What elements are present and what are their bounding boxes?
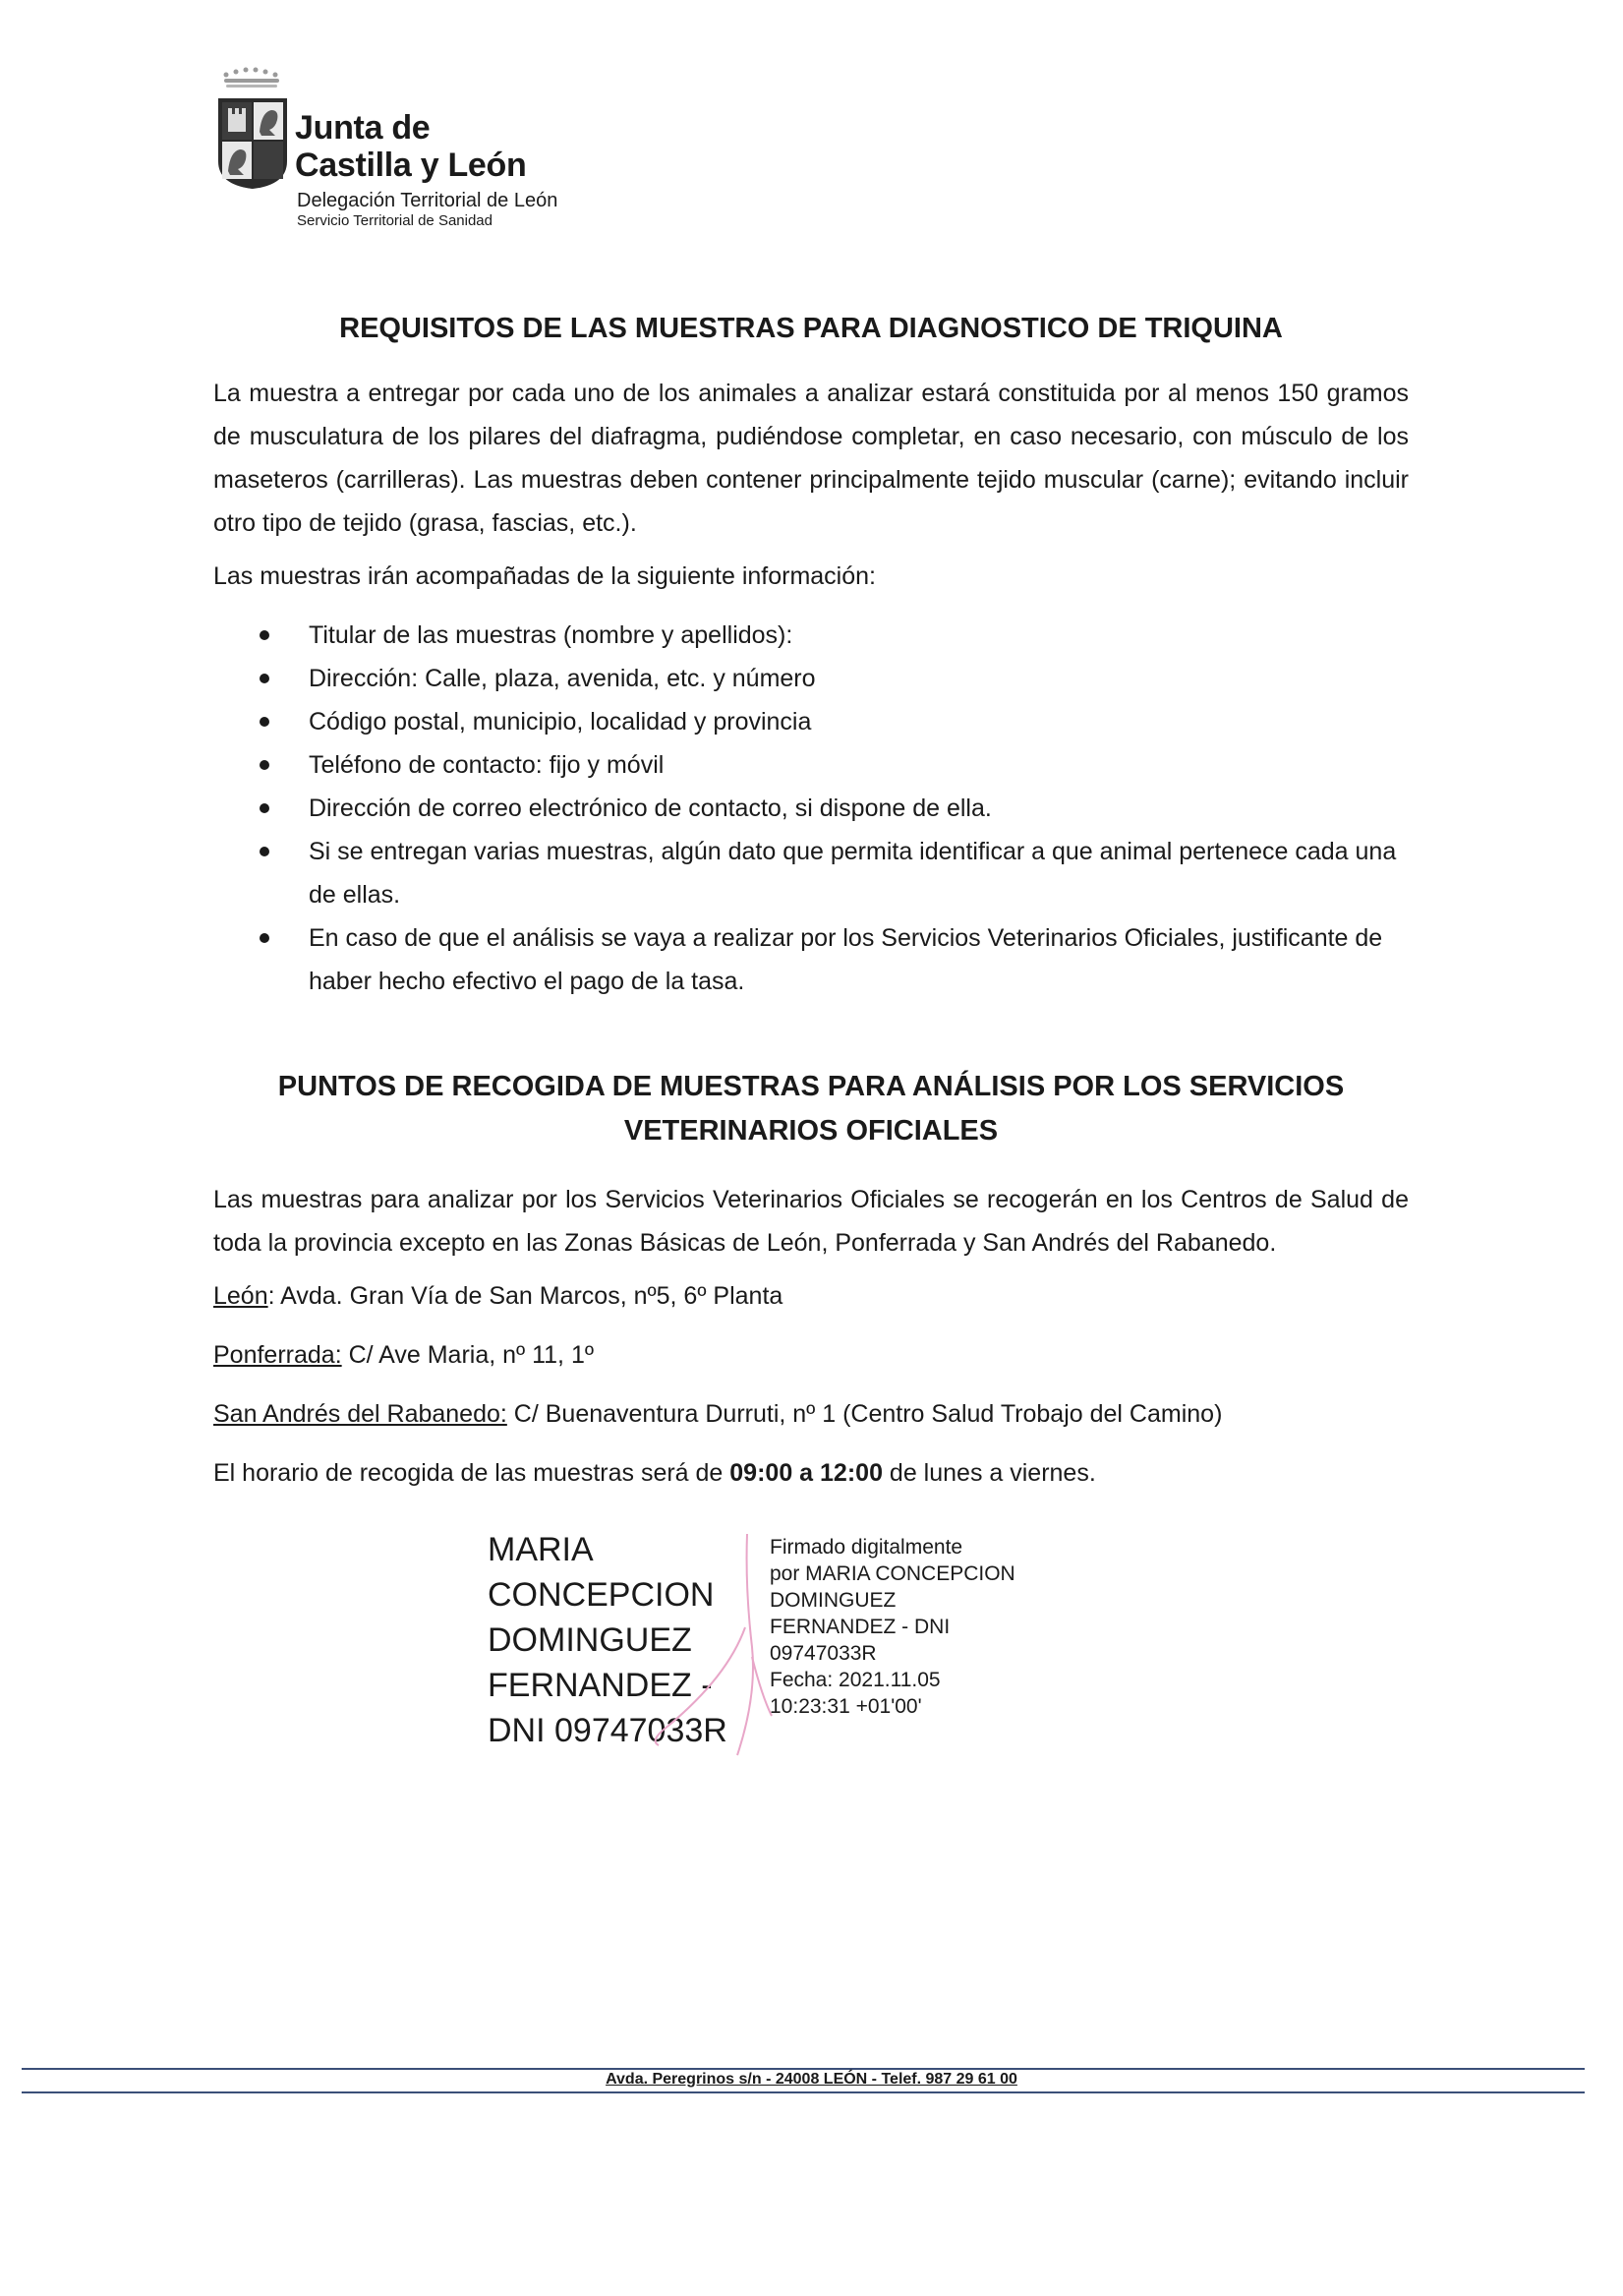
- bullet-icon: [260, 933, 269, 943]
- bullet-icon: [260, 847, 269, 856]
- section1-intro: Las muestras irán acompañadas de la siguiente información:: [213, 562, 876, 590]
- signature-mark: [629, 1529, 777, 1765]
- list-item: Dirección: Calle, plaza, avenida, etc. y número: [258, 657, 1408, 700]
- signature-name: MARIA CONCEPCION DOMINGUEZ FERNANDEZ - DNI 09747033R: [488, 1531, 727, 1749]
- list-item: Código postal, municipio, localidad y provincia: [258, 700, 1408, 743]
- list-item: Si se entregan varias muestras, algún dato que permita identificar a que animal pertenece cada una de ellas.: [258, 830, 1408, 916]
- list-item: En caso de que el análisis se vaya a realizar por los Servicios Veterinarios Oficiales, justificante de haber hecho efectivo el pago de la tasa.: [258, 916, 1408, 1003]
- schedule-end: 12:00: [820, 1459, 883, 1487]
- location-address: Avda. Gran Vía de San Marcos, nº5, 6º Planta: [274, 1282, 783, 1310]
- section2-title-line2: VETERINARIOS OFICIALES: [623, 1115, 999, 1147]
- list-item: Teléfono de contacto: fijo y móvil: [258, 743, 1408, 787]
- location-leon: [213, 1274, 1409, 1318]
- bullet-icon: [260, 630, 269, 640]
- bullet-icon: [260, 803, 269, 813]
- section2-paragraph: Las muestras para analizar por los Servicios Veterinarios Oficiales se recogerán en los Centros de Salud de toda la provincia excepto en las Zonas Básicas de León, Ponferrada y San Andrés del Rabanedo.: [213, 1186, 1409, 1257]
- location-separator: :: [267, 1282, 275, 1310]
- service-name: Servicio Territorial de Sanidad: [297, 212, 493, 229]
- location-address: C/ Buenaventura Durruti, nº 1 (Centro Salud Trobajo del Camino): [506, 1400, 1223, 1428]
- section2-title-line1: PUNTOS DE RECOGIDA DE MUESTRAS PARA ANÁLISIS POR LOS SERVICIOS: [277, 1071, 1345, 1102]
- location-name: San Andrés del Rabanedo:: [213, 1400, 507, 1428]
- location-name: León: [213, 1282, 268, 1310]
- location-name: Ponferrada:: [213, 1341, 342, 1369]
- schedule-start: 09:00: [729, 1459, 793, 1487]
- section1-paragraph: La muestra a entregar por cada uno de los animales a analizar estará constituida por al menos 150 gramos de musculatura de los pilares del diafragma, pudiéndose completar, en caso necesario, con músculo de los maseteros (carrilleras). Las muestras deben contener principalmente tejido muscular (carne); evitando incluir otro tipo de tejido (grasa, fascias, etc.).: [213, 380, 1409, 537]
- location-address: C/ Ave Maria, nº 11, 1º: [341, 1341, 594, 1369]
- list-item: Dirección de correo electrónico de contacto, si dispone de ella.: [258, 787, 1408, 830]
- bullet-icon: [260, 674, 269, 683]
- bullet-icon: [260, 717, 269, 727]
- requirements-list: [258, 614, 1408, 1003]
- signature-details: Firmado digitalmente por MARIA CONCEPCION DOMINGUEZ FERNANDEZ - DNI 09747033R Fecha: 2021.11.05 10:23:31 +01'00': [770, 1536, 1015, 1718]
- footer-rule: [22, 2091, 1585, 2093]
- list-item: Titular de las muestras (nombre y apellidos):: [258, 614, 1408, 657]
- section1-title: REQUISITOS DE LAS MUESTRAS PARA DIAGNOSTICO DE TRIQUINA: [339, 313, 1283, 344]
- footer-address: Avda. Peregrinos s/n - 24008 LEÓN - Telef. 987 29 61 00: [606, 2071, 1017, 2088]
- org-name-line2: Castilla y León: [295, 147, 527, 184]
- delegation-name: Delegación Territorial de León: [297, 190, 558, 211]
- coat-of-arms-logo: [214, 63, 295, 191]
- location-san-andres: [213, 1392, 1409, 1436]
- bullet-icon: [260, 760, 269, 770]
- org-name-line1: Junta de: [295, 109, 431, 147]
- header-logo-block: [214, 63, 627, 250]
- schedule-text: El horario de recogida de las muestras será de 09:00 a 12:00 de lunes a viernes.: [213, 1459, 1096, 1487]
- section2-title: [213, 1065, 1409, 1153]
- location-ponferrada: [213, 1333, 1409, 1377]
